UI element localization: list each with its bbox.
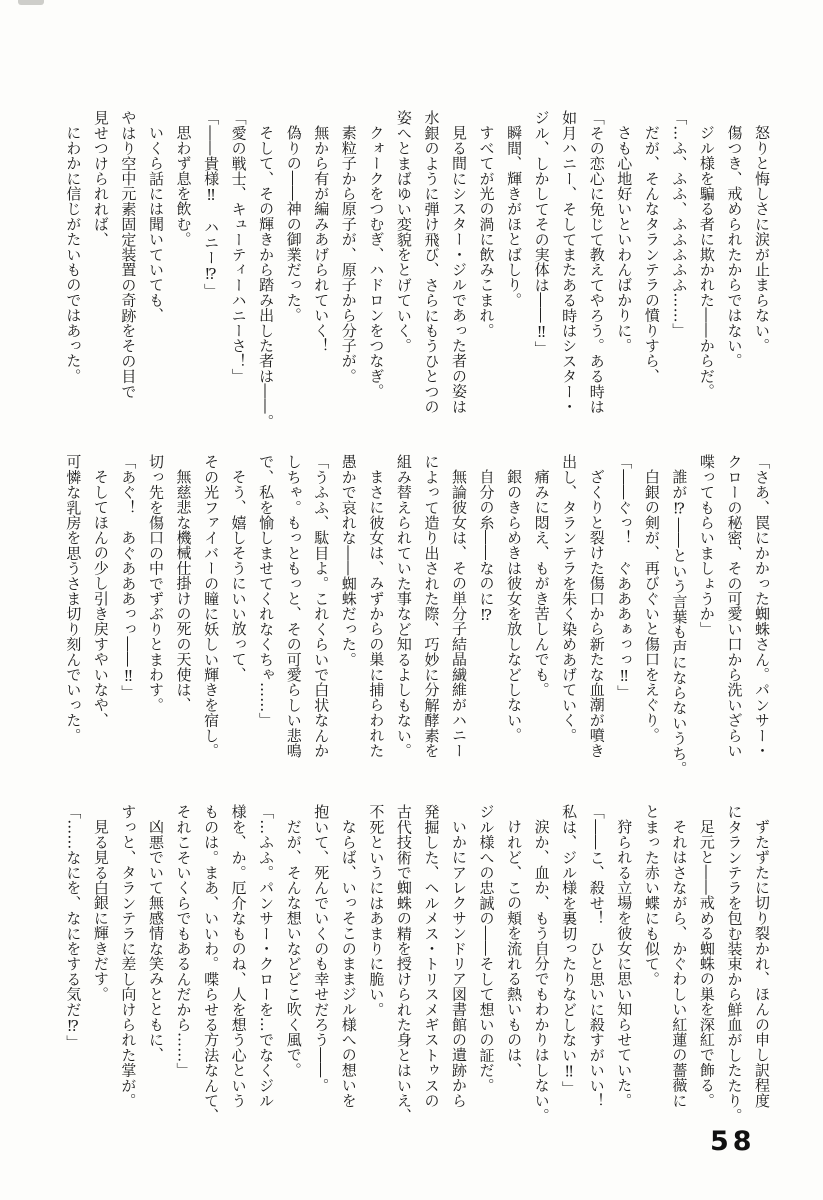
text-column: ずたずたに切り裂かれ、ほんの申し訳程度 — [753, 819, 771, 1108]
text-column: によって造り出された際、巧妙に分解酵素を — [422, 454, 441, 758]
text-column: 瞬間、輝きがほとばしり。 — [505, 125, 524, 308]
text-column: 古代技術で蜘蛛の精を授けられた身とはいえ、 — [394, 804, 413, 1124]
text-column: そして、その輝きから踏み出した者は――。 — [257, 125, 276, 429]
text-column: 無慈悲な機械仕掛けの死の天使は、 — [174, 469, 193, 713]
text-column: 喋ってもらいましょうか」 — [697, 454, 716, 637]
text-column: 「うふふ、駄目よ。これくらいで白状なんか — [312, 454, 331, 758]
text-column: 「さあ、罠にかかった蜘蛛さん。パンサー・ — [753, 454, 771, 758]
text-column: 狩られる立場を彼女に思い知らせていた。 — [615, 819, 634, 1108]
text-column: しちゃ。もっともっと、その可愛らしい悲鳴 — [284, 454, 303, 758]
text-column: 切っ先を傷口の中でずぶりとまわす。 — [146, 454, 165, 713]
text-column: 自分の糸――なのに⁉ — [477, 469, 496, 624]
text-column: 「…ふ、ふふ、ふふふふふ……」 — [670, 110, 689, 338]
text-column: 偽りの――神の御業だった。 — [284, 125, 303, 323]
text-column: 「……なにを、なにをする気だ⁉」 — [64, 804, 83, 1051]
text-column: 白銀の剣が、再びぐいと傷口をえぐり。 — [642, 469, 661, 743]
text-column: ジル様への忠誠の――そして想いの証だ。 — [477, 804, 496, 1093]
text-column: 見る見る白銀に輝きだす。 — [91, 819, 110, 1002]
text-column: 誰が⁉――という言葉も声にならないうち。 — [670, 469, 689, 776]
text-column: 無論彼女は、その単分子結晶繊維がハニー — [449, 469, 468, 758]
text-column: にタランテラを包む装束から鮮血がしたたり。 — [725, 804, 744, 1124]
text-column: やはり空中元素固定装置の奇跡をその目で — [119, 110, 138, 399]
text-column: 素粒子から原子が、原子から分子が。 — [339, 125, 358, 384]
text-column: ざくりと裂けた傷口から新たな血潮が噴き — [587, 469, 606, 758]
text-column: だが、そんなタランテラの憤りすら、 — [642, 125, 661, 384]
text-column: とまった赤い蝶にも似て。 — [642, 804, 661, 987]
text-column: ならば、いっそこのままジル様への想いを — [339, 819, 358, 1108]
text-column: 「愛の戦士、キューティーハニーさ！」 — [229, 110, 248, 384]
text-column: 傷つき、戒められたからではない。 — [725, 125, 744, 369]
text-column: ジル、しかしてその実体は――‼」 — [532, 110, 551, 357]
text-column: 思わず息を飲む。 — [174, 125, 193, 247]
text-column: 抱いて、死んでいくのも幸せだろう――。 — [312, 804, 331, 1093]
text-column: 銀のきらめきは彼女を放しなどしない。 — [505, 469, 524, 743]
text-column: それこそいくらでもあるんだから……」 — [174, 804, 193, 1078]
text-column: 組み替えられていた事など知るよしもない。 — [394, 454, 413, 758]
text-column: 涙か、血か、もう自分でもわかりはしない。 — [532, 819, 551, 1123]
text-column: 如月ハニー、そしてまたある時はシスター・ — [560, 110, 579, 414]
text-column: 怒りと悔しさに涙が止まらない。 — [753, 125, 771, 353]
text-column: 水銀のように弾け飛び、さらにもうひとつの — [422, 110, 441, 414]
text-column: まさに彼女は、みずからの巣に捕らわれた — [367, 469, 386, 758]
text-column: だが、そんな想いなどどこ吹く風で。 — [284, 819, 303, 1078]
text-column: 凶悪でいて無感情な笑みとともに、 — [146, 819, 165, 1063]
text-band-middle — [58, 454, 775, 796]
text-column: 出し、タランテラを朱く染めあげていく。 — [560, 454, 579, 743]
text-column: それはさながら、かぐわしい紅蓮の薔薇に — [670, 819, 689, 1108]
text-column: クォークをつむぎ、ハドロンをつなぎ。 — [367, 125, 386, 399]
text-band-top — [58, 110, 775, 452]
text-column: いかにアレクサンドリア図書館の遺跡から — [449, 819, 468, 1108]
page-number: 58 — [710, 1126, 756, 1157]
scan-artifact — [18, 0, 44, 5]
text-column: けれど、この頬を流れる熱いものは、 — [505, 819, 524, 1078]
text-column: 可憐な乳房を思うさま切り刻んでいった。 — [64, 454, 83, 743]
text-column: その光ファイバーの瞳に妖しい輝きを宿し。 — [202, 454, 221, 758]
text-column: で、私を愉しませてくれなくちゃ……」 — [257, 454, 276, 728]
text-column: 発掘した、ヘルメス・トリスメギストゥスの — [422, 804, 441, 1108]
text-column: クローの秘密、その可愛い口から洗いざらい — [725, 454, 744, 758]
text-column: 足元と――戒める蜘蛛の巣を深紅で飾る。 — [697, 819, 716, 1108]
text-band-bottom — [58, 804, 775, 1146]
text-column: 「――貴様‼ ハニー⁉」 — [202, 110, 221, 299]
text-column: ものは。まあ、いいわ。喋らせる方法なんて、 — [202, 804, 221, 1124]
text-column: そしてほんの少し引き戻すやいなや、 — [91, 469, 110, 728]
text-column: 愚かで哀れな――蜘蛛だった。 — [339, 454, 358, 667]
text-column: ジル様を騙る者に欺かれた――からだ。 — [697, 125, 716, 399]
text-column: いくら話には聞いていても、 — [146, 125, 165, 323]
text-column: すっと、タランテラに差し向けられた掌が。 — [119, 804, 138, 1108]
text-column: 見る間にシスター・ジルであった者の姿は — [449, 125, 468, 414]
text-column: にわかに信じがたいものではあった。 — [64, 125, 83, 384]
text-column: 「…ふふ。パンサー・クローを…でなくジル — [257, 804, 276, 1108]
text-column: 無から有が編みあげられていく！ — [312, 125, 331, 353]
text-column: 様を、か。厄介なものね、人を想う心という — [229, 804, 248, 1108]
text-column: さも心地好いといわんばかりに。 — [615, 125, 634, 353]
text-column: 「――ぐっ！ ぐあああぁっっ‼」 — [615, 454, 634, 701]
text-column: そう、嬉しそうにいい放って、 — [229, 469, 248, 682]
text-column: 痛みに悶え、もがき苦しんでも。 — [532, 469, 551, 697]
text-column: 私は、ジル様を裏切ったりなどしない‼」 — [560, 804, 579, 1096]
text-column: 姿へとまばゆい変貌をとげていく。 — [394, 110, 413, 354]
text-column: 見せつけられれば、 — [91, 110, 110, 247]
text-column: すべてが光の渦に飲みこまれ。 — [477, 125, 496, 338]
text-column: 「あぐ！ あぐあああっっ――‼」 — [119, 454, 138, 701]
text-column: 「――こ、殺せ！ ひと思いに殺すがいい！ — [587, 804, 606, 1108]
text-column: 不死というにはあまりに脆い。 — [367, 804, 386, 1017]
text-column: 「その恋心に免じて教えてやろう。ある時は — [587, 110, 606, 414]
